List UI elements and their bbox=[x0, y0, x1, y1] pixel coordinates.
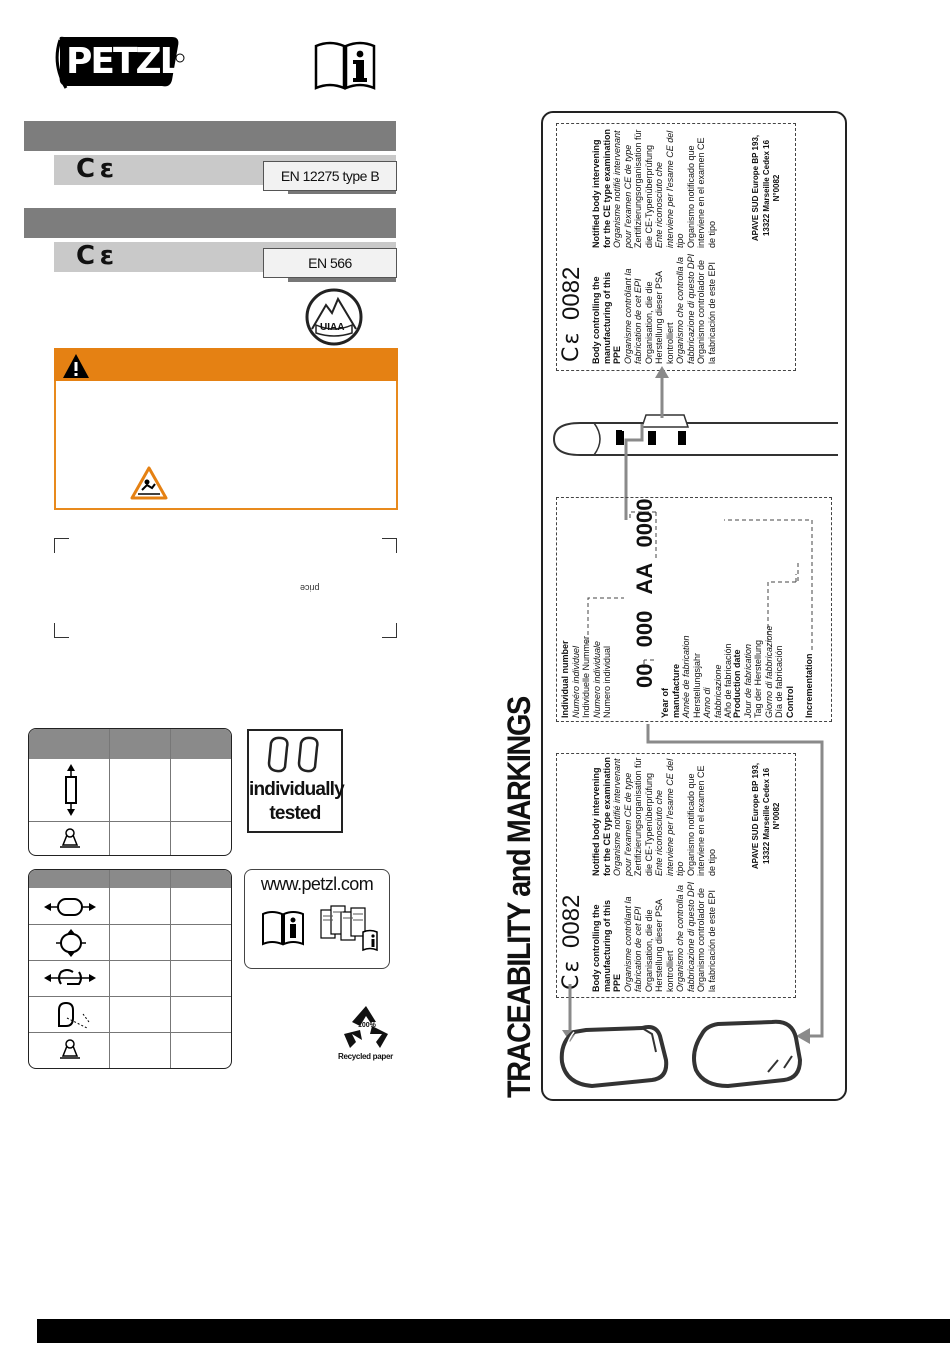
ce-mark-icon: C ε bbox=[559, 960, 584, 990]
nose-load-icon bbox=[53, 1000, 93, 1030]
gate-open-horizontal-icon bbox=[43, 966, 97, 990]
serial-year: 00 bbox=[632, 663, 657, 688]
ce-number: 0082 bbox=[558, 894, 585, 948]
individual-number-de: Individuelle Nummer bbox=[581, 635, 591, 718]
table-header bbox=[29, 729, 231, 759]
footer-bar bbox=[37, 1319, 950, 1343]
standard-header-bar-2 bbox=[24, 208, 396, 238]
logo-text: PETZL bbox=[66, 41, 181, 82]
notified-body-it: Ente riconosciuto che interviene per l'esame CE del tipo bbox=[654, 758, 685, 876]
standard-shadow-2 bbox=[288, 278, 396, 282]
instruction-book-icon bbox=[313, 40, 377, 90]
uiaa-mountain-icon bbox=[304, 287, 364, 347]
incrementation-label: Incrementation bbox=[804, 653, 814, 718]
ce-mark-icon: C ε bbox=[559, 332, 584, 362]
frame-corner-bl bbox=[54, 623, 69, 638]
apave-line1: APAVE SUD Europe BP 193, bbox=[751, 134, 760, 242]
multilingual-docs-icon bbox=[319, 904, 385, 952]
apave-line2: 13322 Marseille Cedex 16 bbox=[761, 139, 771, 237]
sling-illustration bbox=[550, 405, 840, 465]
individually-tested-line1: individually bbox=[249, 779, 344, 800]
recycle-label: Recycled paper bbox=[338, 1052, 393, 1061]
body-controlling-fr: Organisme contrôlant la fabrication de cet EPI bbox=[622, 896, 643, 992]
body-controlling-fr: Organisme contrôlant la fabrication de cet EPI bbox=[622, 268, 643, 364]
notified-body-es: Organismo notificado que interviene en el examen CE de tipo bbox=[685, 765, 717, 876]
price-label: price bbox=[300, 583, 320, 593]
frame-corner-tl bbox=[54, 538, 69, 553]
frame-corner-br bbox=[382, 623, 397, 638]
individual-number-es: Numero individual bbox=[602, 645, 612, 718]
body-controlling-it: Organismo che controlla la fabbricazione di questo DPI bbox=[675, 253, 696, 364]
warning-triangle-icon bbox=[62, 353, 90, 379]
individually-tested-box bbox=[247, 729, 343, 833]
body-controlling-heading: Body controlling the manufacturing of this PPE bbox=[591, 900, 622, 992]
minor-axis-load-icon bbox=[51, 928, 91, 958]
notified-body-text bbox=[591, 128, 717, 248]
strength-table-1 bbox=[28, 728, 232, 856]
table-header bbox=[29, 870, 231, 888]
year-de: Herstellungsjahr bbox=[691, 652, 702, 718]
apave-line3: N°0082 bbox=[772, 174, 781, 202]
ce-number: 0082 bbox=[558, 266, 585, 320]
ce-body-content-upper bbox=[559, 128, 795, 364]
arrow-connector-bottom bbox=[560, 724, 830, 1054]
body-controlling-it: Organismo che controlla la fabbricazione di questo DPI bbox=[675, 881, 696, 992]
fall-hazard-icon bbox=[130, 466, 168, 500]
control-label: Control bbox=[784, 686, 795, 718]
uiaa-badge bbox=[304, 287, 364, 347]
apave-line2: 13322 Marseille Cedex 16 bbox=[761, 767, 771, 865]
uiaa-label: UIAA bbox=[320, 322, 345, 333]
traceability-title: TRACEABILITY and MARKINGS bbox=[501, 697, 537, 1098]
production-it: Giorno di fabbricazione bbox=[763, 625, 774, 718]
ce-mark-icon: C ε bbox=[76, 241, 116, 271]
notified-body-es: Organismo notificado que interviene en el examen CE de tipo bbox=[685, 137, 717, 248]
serial-leader-lines bbox=[584, 500, 824, 730]
production-heading: Production date bbox=[732, 649, 742, 718]
petzl-logo bbox=[54, 34, 186, 90]
gate-open-icon bbox=[57, 827, 83, 849]
carabiner-pair-icon bbox=[265, 735, 325, 773]
notified-body-heading: Notified body intervening for the CE type examination bbox=[591, 756, 612, 876]
website-box bbox=[244, 869, 390, 969]
production-fr: Jour de fabrication bbox=[742, 643, 753, 718]
strength-table-2 bbox=[28, 869, 232, 1069]
body-controlling-de: Organisation, die die Herstellung dieser PSA kontrolliert bbox=[643, 899, 675, 992]
year-fr: Année de fabrication bbox=[681, 635, 691, 718]
warning-header bbox=[54, 348, 398, 381]
year-es: Año de fabricación bbox=[723, 643, 733, 718]
individual-number-it: Numero individuale bbox=[591, 640, 602, 718]
apave-line1: APAVE SUD Europe BP 193, bbox=[751, 762, 760, 870]
recycled-paper-badge bbox=[336, 1004, 396, 1064]
notified-body-de: Zertifizierungsorganisation für die CE-Typenüberprüfung bbox=[633, 757, 654, 876]
apave-line3: N°0082 bbox=[772, 802, 781, 830]
serial-control: AA bbox=[632, 563, 657, 595]
production-es: Día de fabricación bbox=[774, 645, 784, 718]
website-url: www.petzl.com bbox=[260, 874, 374, 894]
body-controlling-es: Organismo controlador de la fabricación de este EPI bbox=[696, 887, 717, 992]
gate-open-load-icon bbox=[57, 1038, 83, 1060]
body-controlling-es: Organismo controlador de la fabricación de este EPI bbox=[696, 259, 717, 364]
serial-increment: 0000 bbox=[632, 498, 657, 548]
carabiner-left-illustration bbox=[556, 1022, 672, 1090]
notified-body-it: Ente riconosciuto che interviene per l'esame CE del tipo bbox=[654, 130, 685, 248]
production-de: Tag der Herstellung bbox=[753, 639, 763, 718]
notified-body-de: Zertifizierungsorganisation für die CE-Typenüberprüfung bbox=[633, 129, 654, 248]
ce-mark-icon: C ε bbox=[76, 154, 116, 184]
standard-header-bar-1 bbox=[24, 121, 396, 151]
individually-tested-line2: tested bbox=[269, 803, 321, 824]
year-heading: Year of manufacture bbox=[660, 663, 681, 718]
apave-address bbox=[751, 128, 783, 248]
body-controlling-heading: Body controlling the manufacturing of this PPE bbox=[591, 272, 622, 364]
serial-day: 000 bbox=[632, 610, 657, 648]
info-book-icon bbox=[261, 910, 305, 946]
carabiner-right-illustration bbox=[688, 1016, 810, 1090]
major-axis-horizontal-icon bbox=[43, 896, 97, 918]
major-axis-load-icon bbox=[59, 763, 83, 817]
individual-number-heading: Individual number bbox=[560, 640, 570, 718]
frame-corner-tr bbox=[382, 538, 397, 553]
year-it: Anno di fabbricazione bbox=[702, 664, 723, 718]
body-controlling-de: Organisation, die die Herstellung dieser PSA kontrolliert bbox=[643, 271, 675, 364]
body-controlling-text bbox=[591, 252, 717, 364]
notified-body-heading: Notified body intervening for the CE type examination bbox=[591, 128, 612, 248]
recycle-percent: 100% bbox=[358, 1022, 376, 1029]
individual-number-fr: Numéro individuel bbox=[570, 645, 581, 718]
standard-label-1: EN 12275 type B bbox=[263, 161, 397, 191]
notified-body-fr: Organisme notifié intervenant pour l'examen CE de type bbox=[612, 758, 633, 876]
notified-body-fr: Organisme notifié intervenant pour l'examen CE de type bbox=[612, 130, 633, 248]
standard-label-2: EN 566 bbox=[263, 248, 397, 278]
